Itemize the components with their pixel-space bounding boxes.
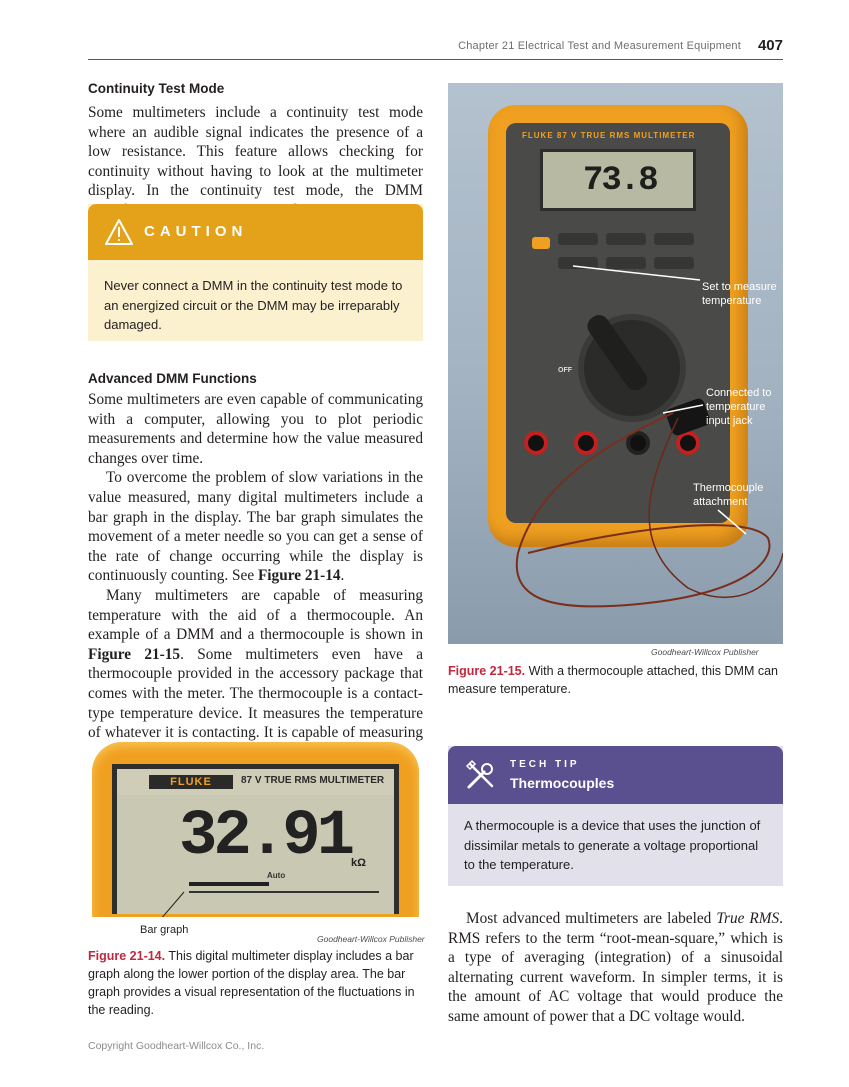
bar-graph-pointer bbox=[88, 742, 423, 917]
chapter-title: Chapter 21 Electrical Test and Measurement Equipment bbox=[458, 40, 741, 52]
warning-triangle-icon bbox=[104, 218, 134, 246]
figure-21-15-number: Figure 21-15. bbox=[448, 664, 526, 678]
figure-21-14-number: Figure 21-14. bbox=[88, 949, 166, 963]
advanced-paragraphs bbox=[88, 390, 423, 762]
continuity-text: Some multimeters include a continuity test mode where an audible signal indicates the presence of a low resistance. This feature allows checking for continuity without having to look at the multimeter display. In the continuity test mode, the DMM bbox=[88, 104, 423, 200]
callout-thermocouple: Thermocouple attachment bbox=[693, 482, 764, 508]
thermocouple-wire bbox=[448, 83, 783, 644]
callout-set-temperature: Set to measure temperature bbox=[702, 281, 777, 307]
copyright-footer: Copyright Goodheart-Willcox Co., Inc. bbox=[88, 1040, 265, 1052]
advanced-p3-end: . Some multimeters even have a thermocouple provided in the accessory package that comes with the meter. The thermocouple is a contact-type temperature device. It measures the temperature of whatever it is contacting. It is capable of measuring bbox=[88, 645, 423, 742]
figure-21-15-credit: Goodheart-Willcox Publisher bbox=[651, 647, 759, 657]
advanced-p3-text: Many multimeters are capable of measuring temperature with the aid of a thermocouple. An example of a DMM and a thermocouple is shown in bbox=[88, 586, 423, 644]
figure-21-14-reference: Figure 21-14 bbox=[257, 567, 341, 585]
bar-graph-label: Bar graph bbox=[140, 924, 189, 936]
running-header bbox=[88, 38, 783, 60]
lcd-reading: 32.91 bbox=[179, 801, 352, 873]
tech-tip-label: TECH TIP bbox=[510, 759, 580, 770]
tech-tip-header bbox=[448, 746, 783, 804]
advanced-p2 bbox=[88, 468, 423, 586]
tech-tip-title: Thermocouples bbox=[510, 775, 615, 791]
page-number: 407 bbox=[757, 37, 783, 54]
caution-text: Never connect a DMM in the continuity test mode to an energized circuit or the DMM may be irreparably damaged. bbox=[104, 278, 403, 332]
caution-title: CAUTION bbox=[144, 223, 248, 240]
true-rms-after: . RMS refers to the term “root-mean-square,” which is a type of averaging (integration) of a sinusoidal alternating current waveform. In simpler terms, it is the amount of AC voltage that would produce the same amount of power that a DC voltage would. bbox=[448, 910, 783, 1025]
tools-icon bbox=[464, 758, 498, 792]
figure-21-15-caption-text: With a thermocouple attached, this DMM can measure temperature. bbox=[448, 664, 779, 696]
figure-21-14-photo bbox=[88, 742, 423, 917]
advanced-p3 bbox=[88, 586, 423, 762]
multimeter-brand: FLUKE 87 V TRUE RMS MULTIMETER bbox=[522, 131, 696, 140]
figure-21-14-credit: Goodheart-Willcox Publisher bbox=[317, 934, 425, 944]
advanced-p2-end: . bbox=[340, 567, 345, 585]
true-rms-text bbox=[448, 909, 783, 1027]
figure-21-15-photo bbox=[448, 83, 783, 644]
true-rms-paragraph bbox=[448, 909, 783, 1027]
fluke-logo: FLUKE bbox=[149, 775, 233, 789]
true-rms-before: Most advanced multimeters are labeled bbox=[466, 910, 717, 927]
tech-tip-box bbox=[448, 746, 783, 886]
figure-21-15-reference: Figure 21-15 bbox=[88, 645, 181, 663]
caution-box bbox=[88, 204, 423, 341]
callout-temperature-jack: Connected to temperature input jack bbox=[706, 387, 772, 427]
header-rule bbox=[88, 59, 783, 60]
advanced-p1: Some multimeters are even capable of communicating with a computer, allowing you to plot periodic measurements and determine how the value measured changes over time. bbox=[88, 391, 423, 467]
continuity-paragraph bbox=[88, 103, 423, 221]
true-rms-term: True RMS bbox=[716, 910, 780, 927]
tech-tip-text: A thermocouple is a device that uses the junction of dissimilar metals to generate a voltage proportional to the temperature. bbox=[464, 818, 761, 872]
caution-header bbox=[88, 204, 423, 260]
auto-label: Auto bbox=[267, 871, 286, 880]
figure-21-14-caption-text: This digital multimeter display includes a bar graph along the lower portion of the display area. The bar graph provides a visual representation of the fluctuations in the reading. bbox=[88, 949, 415, 1017]
advanced-p2-text: To overcome the problem of slow variations in the value measured, many digital multimeters include a bar graph in the display. The bar graph simulates the movement of a meter needle so you can get a sense of the rate of change occurring while the display is continuously counting. See bbox=[88, 469, 423, 585]
continuity-heading: Continuity Test Mode bbox=[88, 81, 225, 96]
figure-21-14-caption bbox=[88, 947, 423, 1019]
display-reading: 73.8 bbox=[583, 162, 657, 200]
off-label: OFF bbox=[558, 367, 572, 374]
lcd-unit: kΩ bbox=[351, 857, 366, 869]
advanced-heading: Advanced DMM Functions bbox=[88, 371, 257, 386]
figure-21-15-caption bbox=[448, 662, 783, 698]
model-label: 87 V TRUE RMS MULTIMETER bbox=[241, 775, 385, 786]
